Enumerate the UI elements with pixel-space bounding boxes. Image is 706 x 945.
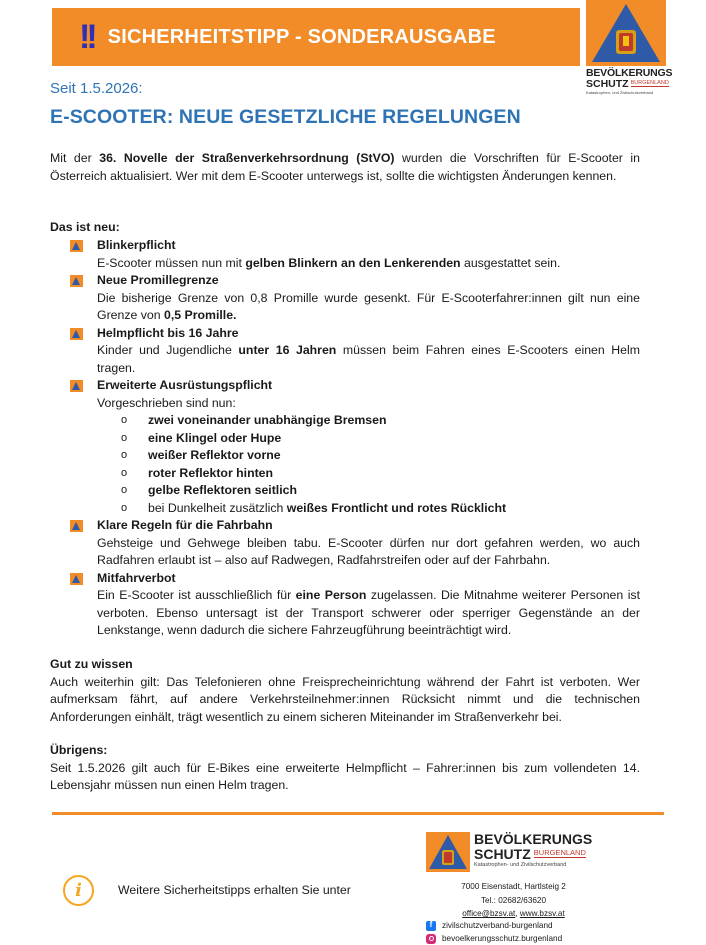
- sublist-item: o weißer Reflektor vorne: [121, 448, 281, 462]
- footer-divider: [52, 812, 664, 815]
- item-title: Helmpflicht bis 16 Jahre: [97, 325, 239, 340]
- logo-line-2: SCHUTZ: [586, 78, 629, 90]
- info-icon: i: [63, 875, 94, 906]
- warning-triangle-icon: [70, 275, 83, 287]
- sublist-item: o zwei voneinander unabhängige Bremsen: [121, 413, 387, 427]
- website-link[interactable]: www.bzsv.at: [519, 909, 565, 918]
- good-to-know-heading: Gut zu wissen: [50, 657, 133, 671]
- list-item: [70, 517, 640, 570]
- sublist-item: o gelbe Reflektoren seitlich: [121, 483, 297, 497]
- footer-logo-line-2: SCHUTZ: [474, 846, 531, 862]
- warning-triangle-icon: [70, 573, 83, 585]
- item-title: Erweiterte Ausrüstungspflicht: [97, 378, 273, 392]
- sublist-item: o roter Reflektor hinten: [121, 465, 274, 480]
- email-link[interactable]: office@bzsv.at: [462, 909, 516, 918]
- facebook-handle: zivilschutzverband-burgenland: [442, 921, 553, 930]
- rules-list: [70, 237, 640, 640]
- civil-protection-triangle-icon: [586, 0, 666, 66]
- double-exclamation-icon: !!: [79, 17, 94, 56]
- item-text: Kinder und Jugendliche unter 16 Jahren müssen beim Fahren eines E-Scooters einen Helm tragen.: [97, 343, 640, 375]
- warning-triangle-icon: [70, 520, 83, 532]
- intro-paragraph: Mit der 36. Novelle der Straßenverkehrsordnung (StVO) wurden die Vorschriften für E-Scooter in Österreich aktualisiert. Wer mit dem E-Scooter unterwegs ist, sollte die wichtigsten Änderungen kennen.: [50, 151, 640, 183]
- footer-logo: [426, 832, 592, 872]
- facebook-icon: f: [426, 921, 436, 931]
- by-the-way-section: [50, 742, 640, 795]
- organization-logo: [586, 0, 673, 95]
- header-banner: [52, 8, 580, 66]
- item-text: E-Scooter müssen nun mit gelben Blinkern an den Lenkerenden ausgestattet sein.: [97, 255, 561, 270]
- item-title: Mitfahrverbot: [97, 570, 176, 585]
- good-to-know-text: Auch weiterhin gilt: Das Telefonieren ohne Freisprecheinrichtung während der Fahrt ist verboten. Wer aufmerksam fährt, auf andere Verkehrsteilnehmer:innen Rücksicht nimmt und die technischen Anforderungen einhält, trägt wesentlich zu einem sicheren Miteinander im Straßenverkehr bei.: [50, 674, 640, 724]
- by-the-way-heading: Übrigens:: [50, 743, 108, 757]
- page-title: E-SCOOTER: NEUE GESETZLICHE REGELUNGEN: [50, 106, 521, 128]
- instagram-row[interactable]: [426, 932, 562, 945]
- instagram-handle: bevoelkerungsschutz.burgenland: [442, 934, 563, 943]
- item-title: Klare Regeln für die Fahrbahn: [97, 518, 273, 532]
- contact-block: [426, 880, 601, 921]
- footer-logo-subtitle: Katastrophen- und Zivilschutzverband: [474, 862, 567, 868]
- civil-protection-triangle-icon: [426, 832, 470, 872]
- list-item: [70, 570, 640, 640]
- footer-logo-line-1: BEVÖLKERUNGS: [474, 831, 593, 847]
- address: 7000 Eisenstadt, Hartlsteig 2: [461, 882, 566, 891]
- logo-line-1: BEVÖLKERUNGS: [586, 67, 673, 79]
- list-item: [70, 377, 640, 517]
- logo-region: BURGENLAND: [630, 80, 669, 86]
- footer-logo-region: BURGENLAND: [533, 848, 586, 857]
- list-item: [70, 237, 640, 272]
- equipment-sublist: [121, 412, 640, 517]
- item-text: Ein E-Scooter ist ausschließlich für eine Person zugelassen. Die Mitnahme weiterer Personen ist verboten. Ebenso untersagt ist der Transport schwerer oder sperriger Gegenstände an der Lenkstange, wenn dadurch die sichere Fahrzeugführung beeinträchtigt wird.: [97, 588, 640, 637]
- warning-triangle-icon: [70, 240, 83, 252]
- email-web-row: office@bzsv.at, www.bzsv.at: [462, 909, 565, 918]
- sublist-item: o eine Klingel oder Hupe: [121, 430, 282, 445]
- phone: Tel.: 02682/63620: [480, 895, 547, 905]
- item-text: Die bisherige Grenze von 0,8 Promille wurde gesenkt. Für E-Scooterfahrer:innen gilt nun eine Grenze von 0,5 Promille.: [97, 290, 640, 322]
- logo-subtitle: Katastrophen- und Zivilschutzverband: [586, 90, 654, 95]
- list-item: [70, 272, 640, 325]
- effective-date: Seit 1.5.2026:: [50, 80, 143, 97]
- item-title: Neue Promillegrenze: [97, 273, 219, 287]
- item-text: Vorgeschrieben sind nun:: [97, 395, 236, 410]
- more-tips-text: Weitere Sicherheitstipps erhalten Sie unter: [118, 883, 351, 897]
- warning-triangle-icon: [70, 328, 83, 340]
- instagram-icon: [426, 934, 436, 944]
- item-text: Gehsteige und Gehwege bleiben tabu. E-Scooter dürfen nur dort gefahren werden, wo auch Radfahren erlaubt ist – also auf Radwegen, Radfahrstreifen oder auf der Fahrbahn.: [97, 535, 640, 567]
- section-heading-new: Das ist neu:: [50, 220, 120, 234]
- warning-triangle-icon: [70, 380, 83, 392]
- social-links: [426, 919, 562, 945]
- list-item: [70, 325, 640, 378]
- banner-title: SICHERHEITSTIPP - SONDERAUSGABE: [107, 25, 496, 48]
- by-the-way-text: Seit 1.5.2026 gilt auch für E-Bikes eine erweiterte Helmpflicht – Fahrer:innen bis zum vollendeten 14. Lebensjahr müssen nun einen Helm tragen.: [50, 760, 640, 792]
- sublist-item: o bei Dunkelheit zusätzlich weißes Frontlicht und rotes Rücklicht: [121, 500, 507, 515]
- good-to-know-section: [50, 656, 640, 726]
- facebook-row[interactable]: [426, 919, 562, 932]
- item-title: Blinkerpflicht: [97, 238, 176, 252]
